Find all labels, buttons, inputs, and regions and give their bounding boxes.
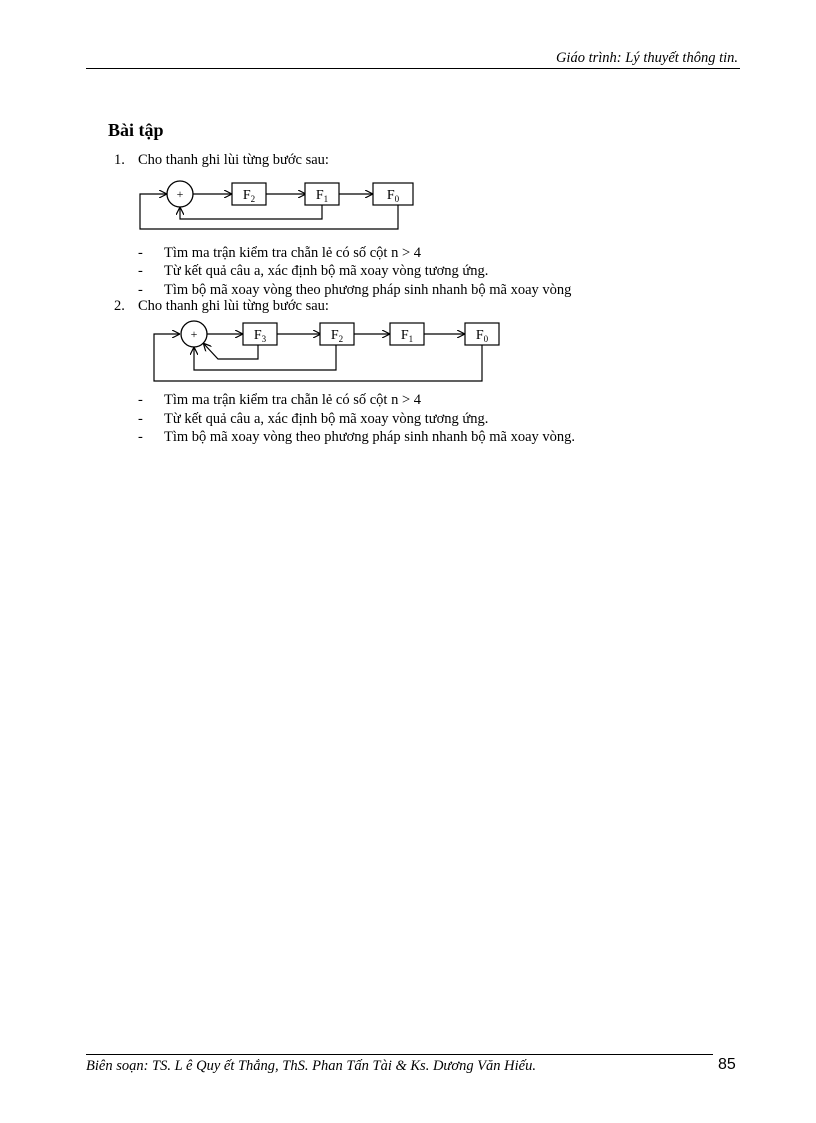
task-text: Từ kết quả câu a, xác định bộ mã xoay vòng tương ứng. [164,263,489,279]
register-f1-label: $F_1$ [400,328,414,344]
header-title: Giáo trình: Lý thuyết thông tin. [555,50,738,66]
task-text: Tìm ma trận kiểm tra chẵn lẻ có số cột n > 4 [164,245,422,261]
exercise-2-task-2 [138,410,488,428]
footer-divider [86,1054,713,1055]
register-f2-label: $F_2$ [330,328,344,344]
exercise-2-task-1 [138,391,421,409]
exercise-2-text: Cho thanh ghi lùi từng bước sau: [138,298,329,314]
task-text: Từ kết quả câu a, xác định bộ mã xoay vòng tương ứng. [164,411,489,427]
task-text: Tìm bộ mã xoay vòng theo phương pháp sinh nhanh bộ mã xoay vòng. [164,429,575,445]
adder-1-symbol: + [176,187,184,201]
bullet-dash: - [138,429,143,445]
exercise-1-number: 1. [114,152,125,168]
register-f2-label: $F_2$ [242,188,256,204]
footer-authors: Biên soạn: TS. L ê Quy ết Thắng, ThS. Phan Tấn Tài & Ks. Dương Văn Hiếu. [86,1058,536,1074]
exercise-2-number: 2. [114,298,125,314]
bullet-dash: - [138,392,143,408]
section-title: Bài tập [108,120,164,140]
register-f0-label: $F_0$ [386,188,400,204]
register-f0-label: $F_0$ [475,328,489,344]
adder-2-symbol: + [190,327,198,341]
bullet-dash: - [138,245,143,261]
page-number: 85 [718,1056,736,1073]
bullet-dash: - [138,411,143,427]
exercise-2-task-3 [138,428,575,446]
task-text: Tìm ma trận kiểm tra chẵn lẻ có số cột n > 4 [164,392,422,408]
bullet-dash: - [138,263,143,279]
exercise-1-text: Cho thanh ghi lùi từng bước sau: [138,152,329,168]
register-f1-label: $F_1$ [315,188,329,204]
task-text: Tìm bộ mã xoay vòng theo phương pháp sinh nhanh bộ mã xoay vòng [164,282,572,298]
register-f3-label: $F_3$ [253,328,267,344]
bullet-dash: - [138,282,143,298]
